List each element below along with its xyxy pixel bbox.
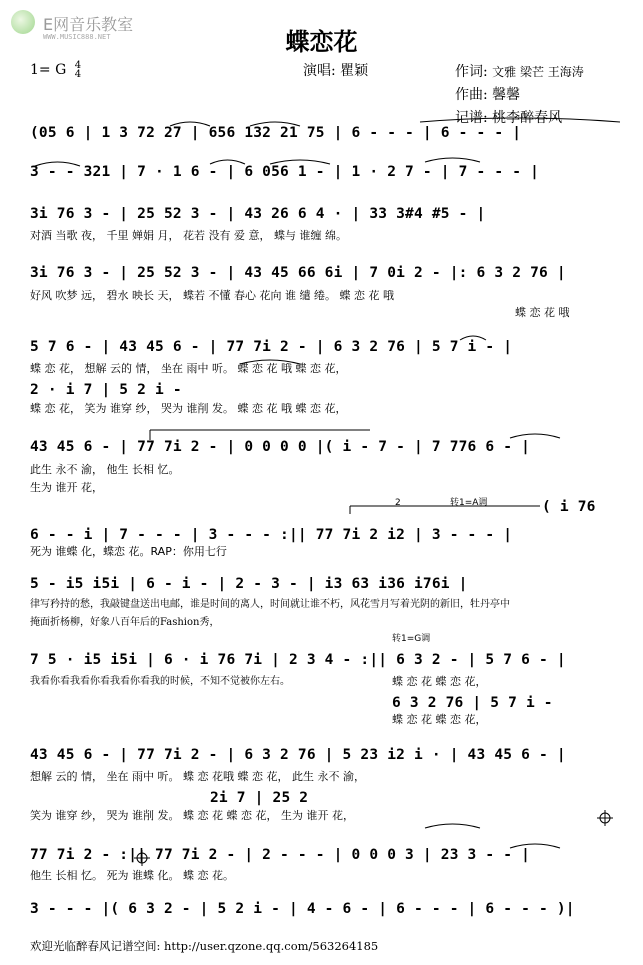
slur-mark-2 [420,118,620,122]
score-lyric-26: 蝶 恋 花 蝶 恋 花， [392,713,487,726]
notation-label: 记谱: [455,110,488,126]
score-lyric-30: 笑为 谁穿 纱， 哭为 谁削 发。 蝶 恋 花 蝶 恋 花， 生为 谁开 花， [30,809,354,822]
singer-name: 瞿颖 [340,63,369,79]
slur-mark-0 [170,122,210,126]
score-notes-2: 3i 76 3 - | 25 52 3 - | 43 26 6 4 · | 33 3#4 #5 - | [30,206,486,222]
watermark-site-name: E网音乐教室 [43,15,134,34]
score-marker-14: 2 [395,498,401,508]
score-lyric-12: 此生 永不 渝， 他生 长相 忆。 [30,463,180,476]
score-notes-11: 43 45 6 - | 77 7i 2 - | 0 0 0 0 |( i - 7 - | 7 776 6 - | [30,439,531,455]
time-signature-bottom: 4 [74,69,82,80]
score-notes-15: ( i 76 [542,499,596,515]
slur-mark-9 [510,434,560,438]
score-notes-31: 77 7i 2 - :|| 77 7i 2 - | 2 - - - | 0 0 0 3 | 23 3 - - | [30,847,531,863]
time-signature-top: 4 [74,60,82,71]
score-lyric-13: 生为 谁开 花， [30,481,103,494]
slur-mark-11 [510,844,560,848]
composer-name: 馨馨 [492,87,521,103]
score-notes-27: 43 45 6 - | 77 7i 2 - | 6 3 2 76 | 5 23 i2 i · | 43 45 6 - | [30,747,566,763]
score-notes-1: 3 - - 321 | 7 · 1 6 - | 6 056 1 - | 1 · 2 7 - | 7 - - - | [30,164,539,180]
slur-mark-6 [425,158,480,162]
score-lyric-5: 好风 吹梦 远， 碧水 映长 天， 蝶若 不懂 春心 花向 谁 缱 绻。 蝶 恋 花 哦 [30,289,394,302]
score-notes-33: 3 - - - |( 6 3 2 - | 5 2 i - | 4 - 6 - | 6 - - - | 6 - - - )| [30,901,575,917]
singer-label: 演唱: [303,63,336,79]
score-notes-18: 5 - i5 i5i | 6 - i - | 2 - 3 - | i3 63 i36 i76i | [30,576,468,592]
score-lyric-24: 蝶 恋 花 蝶 恋 花， [392,675,487,688]
score-lyric-small-23: 我看你看我看你看我看你看我的时候，不知不觉被你左右。 [30,676,290,687]
slur-mark-1 [250,122,300,126]
slur-mark-3 [35,162,80,166]
score-notes-22: 7 5 · i5 i5i | 6 · i 76 7i | 2 3 4 - :|| 6 3 2 - | 5 7 6 - | [30,652,566,668]
score-lyric-3: 对酒 当歌 夜， 千里 婵娟 月， 花若 没有 爱 意， 蝶与 谁缠 绵。 [30,229,347,242]
lyricist-label: 作词: [455,64,488,80]
score-lyric-17: 死为 谁蝶 化，蝶恋 花。RAP：你用七行 [30,545,227,558]
score-notes-7: 5 7 6 - | 43 45 6 - | 77 7i 2 - | 6 3 2 76 | 5 7 i - | [30,339,513,355]
slur-mark-5 [270,160,330,164]
slur-mark-7 [240,360,300,364]
score-lyric-small-19: 律写矜持的愁，我敲键盘送出电邮，谁是时间的离人，时间就让谁不朽，风花雪月写着光阴的新旧，牡丹亭中 [30,599,510,610]
composer-label: 作曲: [455,87,488,103]
notation-name: 桃李醉春风 [492,110,563,126]
score-lyric-6: 蝶 恋 花 哦 [515,306,570,319]
watermark-url: WWW.MUSIC888.NET [43,33,111,41]
coda-icon-1 [134,850,150,866]
song-title: 蝶恋花 [285,27,358,56]
coda-icon-0 [597,810,613,826]
score-key-change-21: 转1=G调 [392,634,431,644]
footer-note: 欢迎光临醉春风记谱空间: http://user.qzone.qq.com/563264185 [30,939,379,953]
score-lyric-28: 想解 云的 情， 坐在 雨中 听。 蝶 恋 花哦 蝶 恋 花， 此生 永不 渝， [30,770,365,783]
score-notes-0: (05 6 | 1 3 72 27 | 656 132 21 75 | 6 - - - | 6 - - - | [30,125,522,141]
score-lyric-small-20: 掩面折杨柳，好象八百年后的Fashion秀， [30,617,220,628]
slur-mark-10 [425,824,480,828]
score-notes-29: 2i 7 | 25 2 [210,790,309,806]
score-notes-25: 6 3 2 76 | 5 7 i - [392,695,553,711]
lyricist-name: 文雅 梁芒 王海涛 [492,65,584,79]
score-lyric-10: 蝶 恋 花， 笑为 谁穿 纱， 哭为 谁削 发。 蝶 恋 花 哦 蝶 恋 花， [30,402,347,415]
score-notes-9: 2 · i 7 | 5 2 i - [30,382,182,398]
score-key-change-14: 转1=A调 [450,498,488,508]
score-notes-16: 6 - - i | 7 - - - | 3 - - - :|| 77 7i 2 i2 | 3 - - - | [30,527,513,543]
score-notes-4: 3i 76 3 - | 25 52 3 - | 43 45 66 6i | 7 0i 2 - |: 6 3 2 76 | [30,265,566,281]
key-text: 1= G [30,62,67,78]
score-lyric-32: 他生 长相 忆。 死为 谁蝶 化。 蝶 恋 花。 [30,869,234,882]
slur-mark-8 [460,336,486,340]
slur-mark-4 [210,160,245,164]
score-lyric-8: 蝶 恋 花， 想解 云的 情， 坐在 雨中 听。 蝶 恋 花 哦 蝶 恋 花， [30,362,347,375]
